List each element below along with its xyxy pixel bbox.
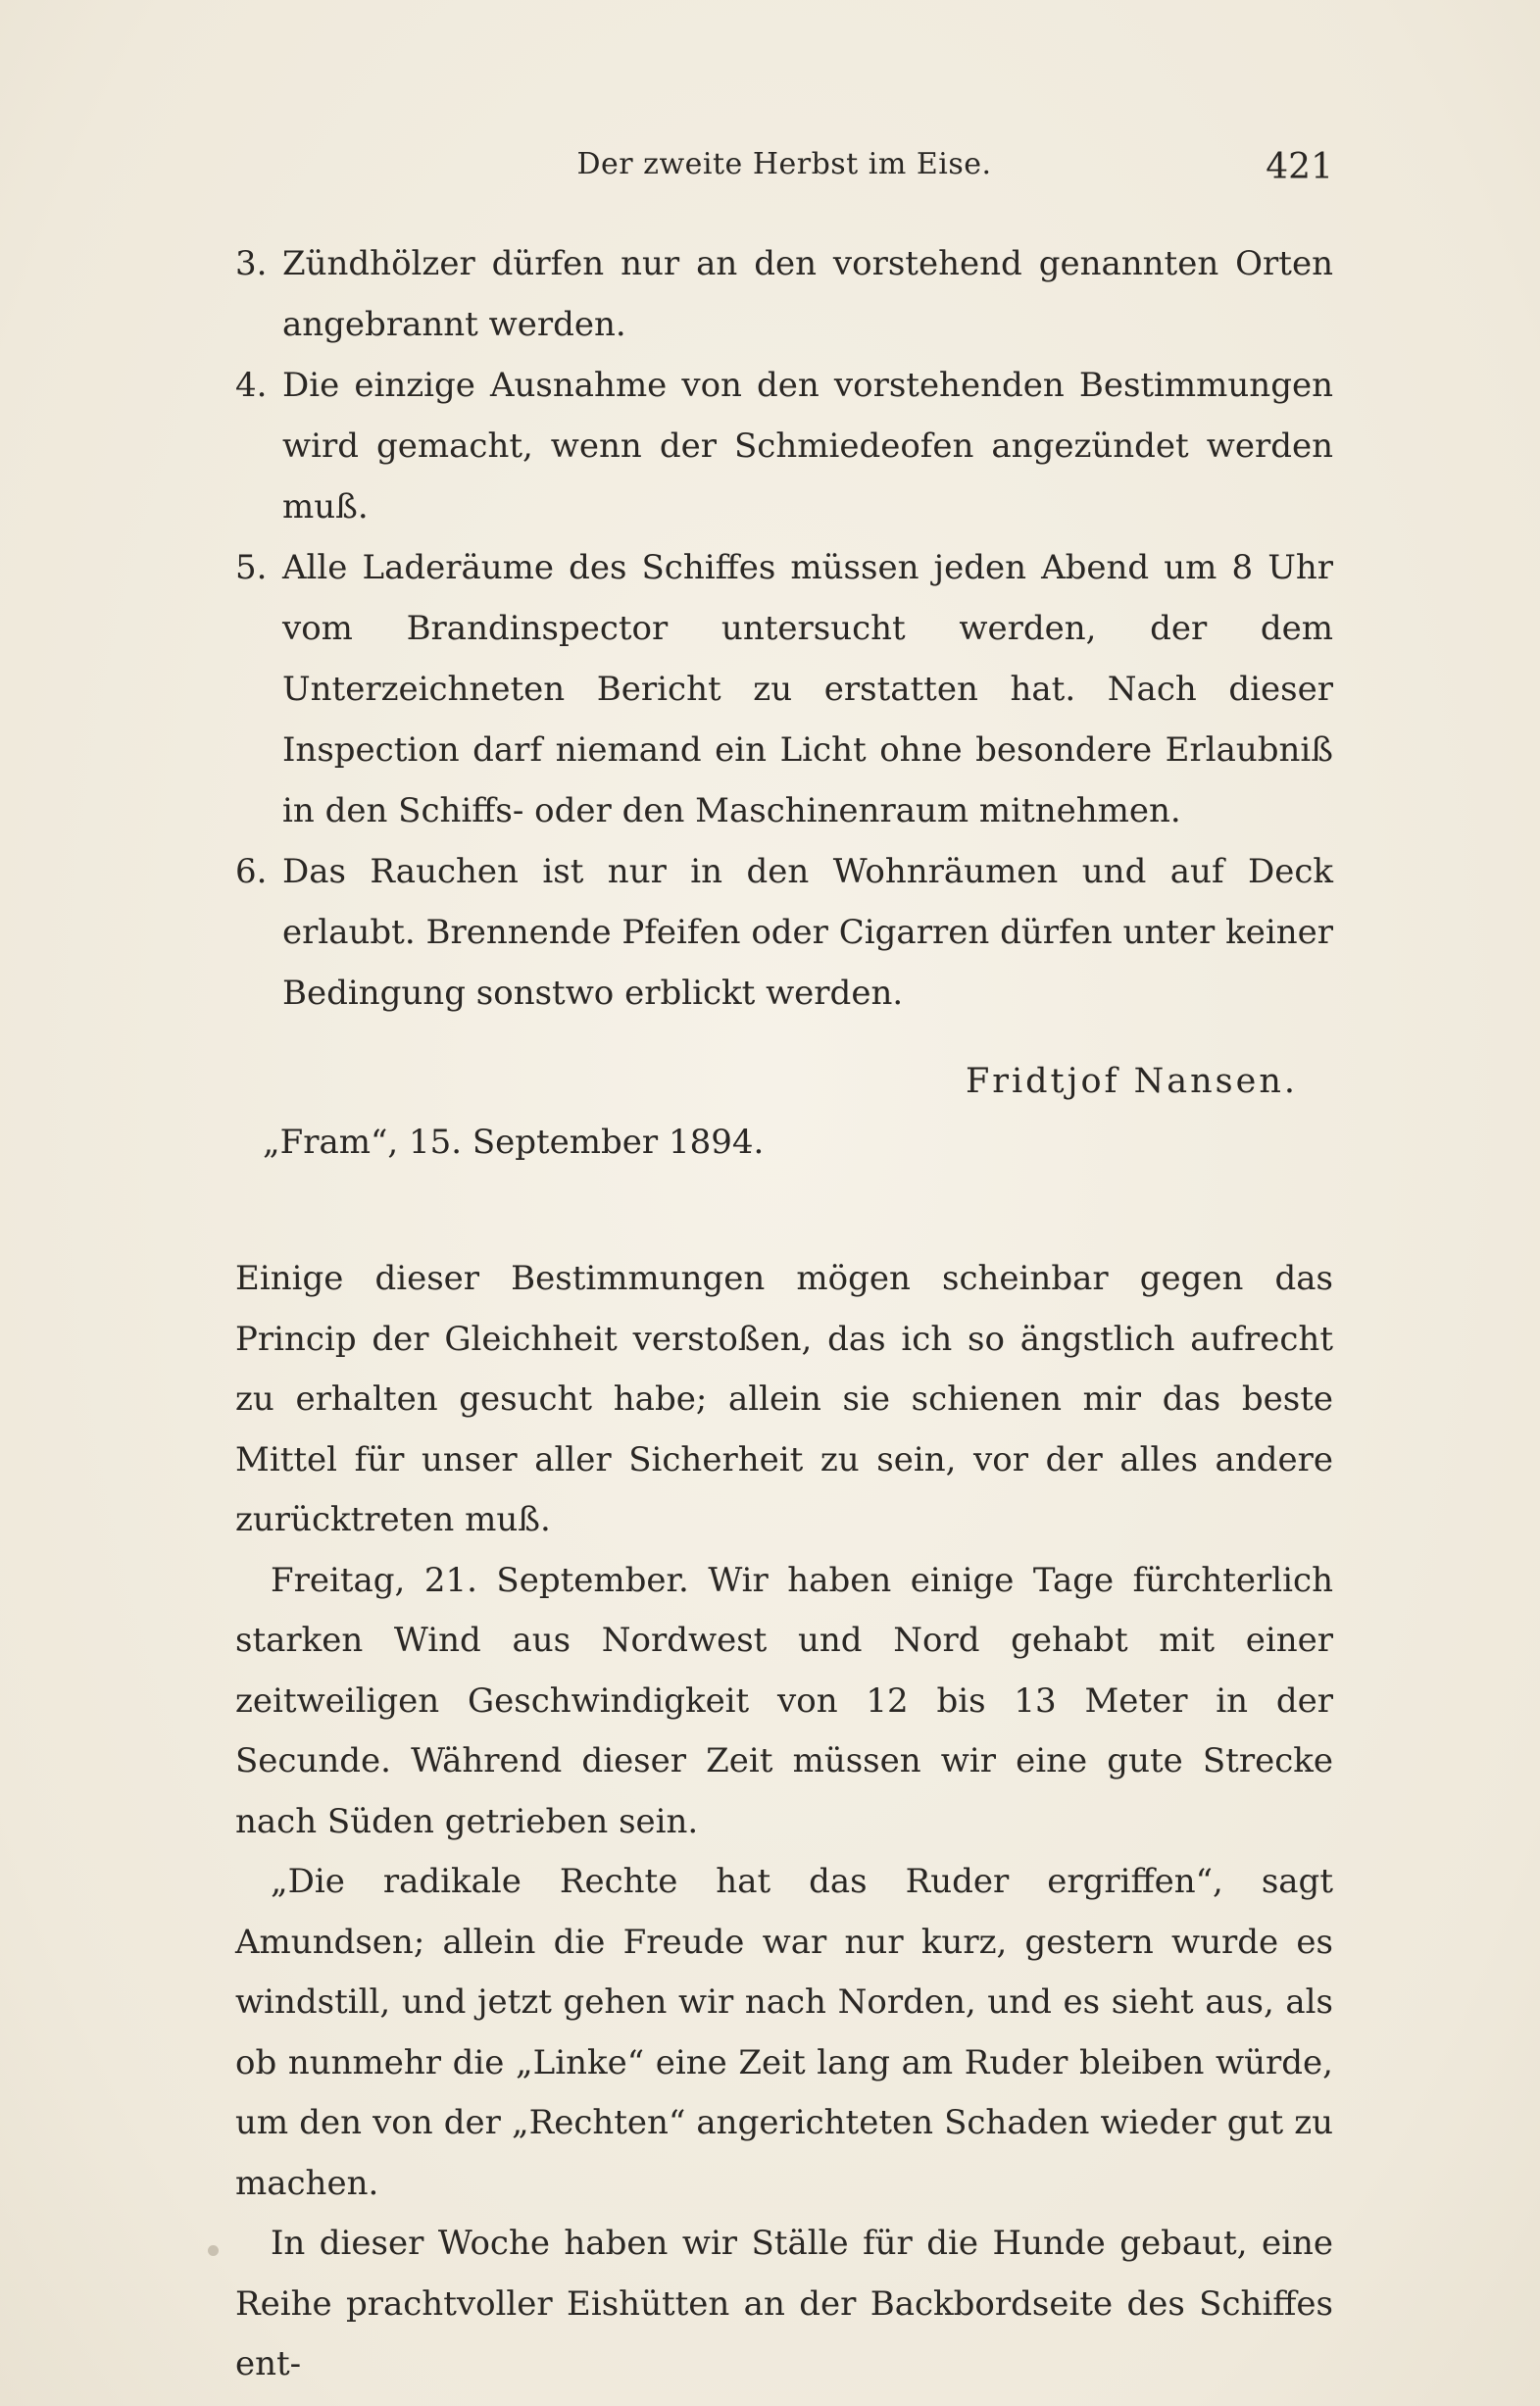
running-head [235, 147, 1333, 196]
rule-item-3 [235, 233, 1333, 355]
paragraph: Freitag, 21. September. Wir haben einige Tage fürchterlich starken Wind aus Nordwest und Nord gehabt mit einer zeitweiligen Geschwindigkeit von 12 bis 13 Meter in der Secunde. Während dieser Zeit müssen wir eine gute Strecke nach Süden getrieben sein. [235, 1560, 1333, 1841]
page-number: 421 [1266, 147, 1333, 187]
rule-item-6 [235, 841, 1333, 1024]
text-block [235, 233, 1333, 2395]
signature: Fridtjof Nansen. [965, 1062, 1298, 1101]
section-gap [235, 1173, 1333, 1249]
rule-number: 6. [235, 852, 268, 891]
rule-number: 5. [235, 548, 268, 587]
rule-number: 3. [235, 244, 268, 283]
rule-text: Zündhölzer dürfen nur an den vorstehend genannten Orten angebrannt werden. [282, 244, 1333, 344]
rule-text: Das Rauchen ist nur in den Wohnräumen und auf Deck erlaubt. Brennende Pfeifen oder Cigarren dürfen unter keiner Bedingung sonstwo erblickt werden. [282, 852, 1333, 1013]
paragraph: „Die radikale Rechte hat das Ruder ergriffen“, sagt Amundsen; allein die Freude war nur kurz, gestern wurde es windstill, und jetzt gehen wir nach Norden, und es sieht aus, als ob nunmehr die „Linke“ eine Zeit lang am Ruder bleiben würde, um den von der „Rechten“ angerichteten Schaden wieder gut zu machen. [235, 1862, 1333, 2203]
rule-text: Alle Laderäume des Schiffes müssen jeden Abend um 8 Uhr vom Brandinspector untersucht werden, der dem Unterzeichneten Bericht zu erstatten hat. Nach dieser Inspection darf niemand ein Licht ohne besondere Erlaubniß in den Schiffs- oder den Maschinenraum mitnehmen. [282, 548, 1333, 830]
paper-speck [208, 2245, 219, 2256]
rule-number: 4. [235, 366, 268, 405]
rule-item-4 [235, 355, 1333, 537]
running-title: Der zweite Herbst im Eise. [576, 147, 992, 181]
paragraph: In dieser Woche haben wir Ställe für die Hunde gebaut, eine Reihe prachtvoller Eishütten an der Backbordseite des Schiffes ent- [235, 2224, 1333, 2383]
rule-item-5 [235, 537, 1333, 841]
rule-text: Die einzige Ausnahme von den vorstehenden Bestimmungen wird gemacht, wenn der Schmiedeofen angezündet werden muß. [282, 366, 1333, 526]
paragraph: Einige dieser Bestimmungen mögen scheinbar gegen das Princip der Gleichheit verstoßen, das ich so ängstlich aufrecht zu erhalten gesucht habe; allein sie schienen mir das beste Mittel für unser aller Sicherheit zu sein, vor der alles andere zurücktreten muß. [235, 1259, 1333, 1539]
dateline: „Fram“, 15. September 1894. [263, 1123, 765, 1162]
